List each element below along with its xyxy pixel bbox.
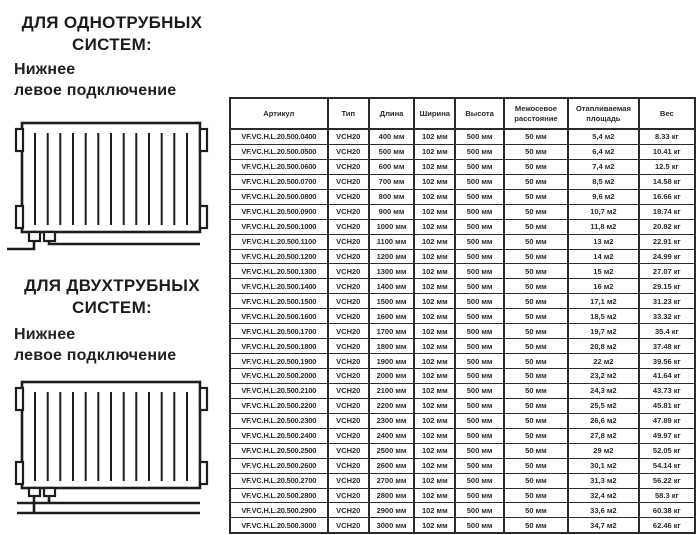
table-cell-length: 3000 мм [369,518,414,533]
table-cell-height: 500 мм [455,354,503,369]
table-cell-width: 102 мм [414,413,455,428]
table-cell-heated-area: 16 м2 [568,279,638,294]
table-cell-heated-area: 27,8 м2 [568,428,638,443]
table-cell-height: 500 мм [455,443,503,458]
table-header-row [230,98,695,129]
table-cell-article: VF.VC.H.L.20.500.1400 [230,279,328,294]
table-cell-width: 102 мм [414,159,455,174]
table-cell-article: VF.VC.H.L.20.500.1700 [230,324,328,339]
table-cell-heated-area: 9,6 м2 [568,189,638,204]
table-cell-type: VCH20 [328,413,369,428]
table-cell-heated-area: 15 м2 [568,264,638,279]
table-cell-length: 2800 мм [369,488,414,503]
table-cell-axle-distance: 50 мм [504,144,568,159]
table-cell-weight: 62.46 кг [639,518,695,533]
table-cell-weight: 56.22 кг [639,473,695,488]
table-row [230,174,695,189]
table-cell-weight: 29.15 кг [639,279,695,294]
table-cell-heated-area: 29 м2 [568,443,638,458]
table-cell-weight: 31.23 кг [639,294,695,309]
table-row [230,189,695,204]
table-row [230,413,695,428]
table-cell-type: VCH20 [328,443,369,458]
table-cell-heated-area: 11,8 м2 [568,219,638,234]
table-cell-width: 102 мм [414,174,455,189]
table-cell-heated-area: 31,3 м2 [568,473,638,488]
table-cell-type: VCH20 [328,144,369,159]
table-cell-weight: 58.3 кг [639,488,695,503]
table-cell-article: VF.VC.H.L.20.500.3000 [230,518,328,533]
table-cell-weight: 33.32 кг [639,309,695,324]
column-header-weight: Вес [639,98,695,129]
table-cell-axle-distance: 50 мм [504,413,568,428]
table-cell-type: VCH20 [328,473,369,488]
table-cell-article: VF.VC.H.L.20.500.2700 [230,473,328,488]
table-row [230,324,695,339]
table-cell-axle-distance: 50 мм [504,369,568,384]
table-cell-length: 1900 мм [369,354,414,369]
table-row [230,354,695,369]
table-cell-weight: 43.73 кг [639,383,695,398]
table-cell-heated-area: 7,4 м2 [568,159,638,174]
table-row [230,309,695,324]
subtitle-line: Нижнее [14,61,76,78]
column-header-width: Ширина [414,98,455,129]
table-cell-article: VF.VC.H.L.20.500.1500 [230,294,328,309]
table-cell-type: VCH20 [328,503,369,518]
table-cell-width: 102 мм [414,354,455,369]
table-cell-type: VCH20 [328,488,369,503]
table-cell-width: 102 мм [414,324,455,339]
table-cell-length: 1300 мм [369,264,414,279]
table-cell-type: VCH20 [328,264,369,279]
table-cell-length: 1100 мм [369,234,414,249]
table-cell-width: 102 мм [414,249,455,264]
table-cell-article: VF.VC.H.L.20.500.0500 [230,144,328,159]
table-cell-axle-distance: 50 мм [504,503,568,518]
table-cell-width: 102 мм [414,383,455,398]
table-cell-height: 500 мм [455,369,503,384]
table-cell-type: VCH20 [328,189,369,204]
table-cell-height: 500 мм [455,234,503,249]
table-cell-height: 500 мм [455,503,503,518]
column-header-heated-area: Отапливаемая площадь [568,98,638,129]
table-cell-heated-area: 10,7 м2 [568,204,638,219]
table-cell-type: VCH20 [328,234,369,249]
connection-label-two-pipe [14,325,176,367]
connection-label-single-pipe [14,60,176,102]
table-cell-length: 2500 мм [369,443,414,458]
table-cell-width: 102 мм [414,488,455,503]
table-row [230,219,695,234]
table-cell-width: 102 мм [414,129,455,144]
table-cell-type: VCH20 [328,369,369,384]
column-header-type: Тип [328,98,369,129]
subtitle-line: Нижнее [14,326,76,343]
table-cell-heated-area: 30,1 м2 [568,458,638,473]
table-cell-weight: 60.38 кг [639,503,695,518]
table-cell-axle-distance: 50 мм [504,264,568,279]
table-cell-type: VCH20 [328,458,369,473]
table-cell-axle-distance: 50 мм [504,204,568,219]
table-cell-length: 2000 мм [369,369,414,384]
title-line: ДЛЯ ДВУХТРУБНЫХ [24,276,200,295]
subtitle-line: левое подключение [14,346,177,364]
table-cell-length: 1500 мм [369,294,414,309]
table-cell-axle-distance: 50 мм [504,219,568,234]
table-cell-heated-area: 18,5 м2 [568,309,638,324]
table-cell-height: 500 мм [455,413,503,428]
table-cell-length: 2700 мм [369,473,414,488]
table-cell-heated-area: 33,6 м2 [568,503,638,518]
table-cell-article: VF.VC.H.L.20.500.0400 [230,129,328,144]
table-cell-width: 102 мм [414,294,455,309]
table-cell-width: 102 мм [414,473,455,488]
table-cell-axle-distance: 50 мм [504,174,568,189]
table-cell-weight: 16.66 кг [639,189,695,204]
table-cell-article: VF.VC.H.L.20.500.2600 [230,458,328,473]
table-cell-height: 500 мм [455,204,503,219]
table-cell-type: VCH20 [328,204,369,219]
table-cell-axle-distance: 50 мм [504,488,568,503]
table-cell-heated-area: 6,4 м2 [568,144,638,159]
table-row [230,473,695,488]
table-cell-axle-distance: 50 мм [504,443,568,458]
table-cell-length: 700 мм [369,174,414,189]
table-row [230,204,695,219]
table-row [230,144,695,159]
table-cell-weight: 10.41 кг [639,144,695,159]
table-row [230,129,695,144]
table-cell-heated-area: 8,5 м2 [568,174,638,189]
table-cell-type: VCH20 [328,339,369,354]
table-cell-width: 102 мм [414,234,455,249]
table-cell-height: 500 мм [455,279,503,294]
table-cell-type: VCH20 [328,174,369,189]
table-cell-article: VF.VC.H.L.20.500.1300 [230,264,328,279]
title-line: СИСТЕМ: [72,298,152,318]
table-cell-height: 500 мм [455,159,503,174]
table-cell-weight: 37.48 кг [639,339,695,354]
table-cell-axle-distance: 50 мм [504,279,568,294]
table-cell-height: 500 мм [455,383,503,398]
table-cell-type: VCH20 [328,279,369,294]
radiator-spec-table [229,97,696,534]
table-cell-weight: 39.56 кг [639,354,695,369]
table-cell-weight: 20.82 кг [639,219,695,234]
table-cell-axle-distance: 50 мм [504,309,568,324]
table-cell-article: VF.VC.H.L.20.500.2400 [230,428,328,443]
table-cell-axle-distance: 50 мм [504,189,568,204]
table-cell-weight: 14.58 кг [639,174,695,189]
table-cell-width: 102 мм [414,369,455,384]
table-cell-article: VF.VC.H.L.20.500.2100 [230,383,328,398]
table-cell-heated-area: 26,6 м2 [568,413,638,428]
table-cell-type: VCH20 [328,354,369,369]
table-cell-type: VCH20 [328,249,369,264]
table-cell-width: 102 мм [414,144,455,159]
table-cell-weight: 52.05 кг [639,443,695,458]
table-cell-height: 500 мм [455,174,503,189]
table-row [230,458,695,473]
table-cell-type: VCH20 [328,309,369,324]
table-cell-height: 500 мм [455,339,503,354]
table-row [230,503,695,518]
table-cell-heated-area: 19,7 м2 [568,324,638,339]
table-cell-length: 1700 мм [369,324,414,339]
table-cell-type: VCH20 [328,129,369,144]
table-cell-axle-distance: 50 мм [504,518,568,533]
table-cell-length: 1400 мм [369,279,414,294]
title-line: ДЛЯ ОДНОТРУБНЫХ [21,13,203,32]
table-row [230,159,695,174]
table-cell-length: 600 мм [369,159,414,174]
table-cell-length: 1200 мм [369,249,414,264]
table-cell-width: 102 мм [414,339,455,354]
table-cell-length: 2600 мм [369,458,414,473]
table-cell-heated-area: 5,4 м2 [568,129,638,144]
table-cell-article: VF.VC.H.L.20.500.2900 [230,503,328,518]
table-cell-weight: 18.74 кг [639,204,695,219]
radiator-single-pipe-diagram-icon [5,113,220,253]
table-cell-heated-area: 32,4 м2 [568,488,638,503]
column-header-height: Высота [455,98,503,129]
section-title-two-pipe [4,275,220,320]
table-cell-width: 102 мм [414,458,455,473]
table-cell-width: 102 мм [414,398,455,413]
table-cell-weight: 27.07 кг [639,264,695,279]
table-row [230,488,695,503]
table-cell-type: VCH20 [328,324,369,339]
table-cell-type: VCH20 [328,294,369,309]
table-cell-weight: 47.89 кг [639,413,695,428]
table-cell-article: VF.VC.H.L.20.500.1100 [230,234,328,249]
table-cell-length: 1600 мм [369,309,414,324]
table-cell-width: 102 мм [414,309,455,324]
table-cell-height: 500 мм [455,488,503,503]
column-header-length: Длина [369,98,414,129]
table-cell-type: VCH20 [328,428,369,443]
table-cell-length: 500 мм [369,144,414,159]
table-cell-heated-area: 17,1 м2 [568,294,638,309]
table-cell-height: 500 мм [455,428,503,443]
table-cell-axle-distance: 50 мм [504,428,568,443]
table-cell-axle-distance: 50 мм [504,234,568,249]
table-cell-article: VF.VC.H.L.20.500.1600 [230,309,328,324]
table-row [230,369,695,384]
table-cell-width: 102 мм [414,428,455,443]
table-cell-axle-distance: 50 мм [504,129,568,144]
table-cell-weight: 24.99 кг [639,249,695,264]
table-cell-height: 500 мм [455,249,503,264]
table-cell-article: VF.VC.H.L.20.500.0900 [230,204,328,219]
title-line: СИСТЕМ: [72,35,152,55]
table-cell-length: 2900 мм [369,503,414,518]
table-cell-height: 500 мм [455,473,503,488]
table-row [230,383,695,398]
table-cell-height: 500 мм [455,398,503,413]
table-cell-heated-area: 13 м2 [568,234,638,249]
table-cell-type: VCH20 [328,383,369,398]
table-cell-width: 102 мм [414,503,455,518]
table-cell-height: 500 мм [455,324,503,339]
table-cell-axle-distance: 50 мм [504,159,568,174]
table-cell-axle-distance: 50 мм [504,324,568,339]
table-cell-width: 102 мм [414,443,455,458]
table-cell-article: VF.VC.H.L.20.500.2800 [230,488,328,503]
table-cell-height: 500 мм [455,518,503,533]
table-cell-article: VF.VC.H.L.20.500.0600 [230,159,328,174]
table-cell-axle-distance: 50 мм [504,398,568,413]
table-cell-article: VF.VC.H.L.20.500.1200 [230,249,328,264]
table-cell-article: VF.VC.H.L.20.500.2000 [230,369,328,384]
column-header-axle-distance: Межосевое расстояние [504,98,568,129]
table-row [230,234,695,249]
table-cell-length: 900 мм [369,204,414,219]
table-cell-width: 102 мм [414,279,455,294]
table-row [230,249,695,264]
table-row [230,518,695,533]
table-row [230,264,695,279]
section-title-single-pipe [4,12,220,57]
table-cell-length: 2200 мм [369,398,414,413]
table-cell-weight: 54.14 кг [639,458,695,473]
column-header-article: Артикул [230,98,328,129]
table-cell-height: 500 мм [455,309,503,324]
table-cell-article: VF.VC.H.L.20.500.1800 [230,339,328,354]
table-cell-weight: 8.33 кг [639,129,695,144]
table-cell-height: 500 мм [455,129,503,144]
table-cell-article: VF.VC.H.L.20.500.1000 [230,219,328,234]
table-cell-height: 500 мм [455,458,503,473]
table-cell-width: 102 мм [414,264,455,279]
table-cell-weight: 49.97 кг [639,428,695,443]
table-cell-length: 1000 мм [369,219,414,234]
table-cell-article: VF.VC.H.L.20.500.0700 [230,174,328,189]
table-row [230,294,695,309]
table-cell-weight: 12.5 кг [639,159,695,174]
table-cell-length: 800 мм [369,189,414,204]
radiator-two-pipe-diagram-icon [5,372,220,520]
table-cell-height: 500 мм [455,294,503,309]
table-cell-weight: 35.4 кг [639,324,695,339]
table-cell-heated-area: 20,8 м2 [568,339,638,354]
table-cell-heated-area: 23,2 м2 [568,369,638,384]
table-cell-heated-area: 34,7 м2 [568,518,638,533]
table-row [230,279,695,294]
table-cell-weight: 41.64 кг [639,369,695,384]
table-cell-type: VCH20 [328,219,369,234]
table-cell-width: 102 мм [414,189,455,204]
table-cell-type: VCH20 [328,159,369,174]
table-cell-axle-distance: 50 мм [504,354,568,369]
table-cell-axle-distance: 50 мм [504,383,568,398]
table-cell-length: 1800 мм [369,339,414,354]
table-cell-height: 500 мм [455,144,503,159]
table-cell-axle-distance: 50 мм [504,458,568,473]
table-cell-article: VF.VC.H.L.20.500.2200 [230,398,328,413]
table-cell-heated-area: 22 м2 [568,354,638,369]
table-cell-article: VF.VC.H.L.20.500.0800 [230,189,328,204]
table-cell-width: 102 мм [414,219,455,234]
table-cell-weight: 45.81 кг [639,398,695,413]
table-row [230,443,695,458]
table-cell-width: 102 мм [414,518,455,533]
table-cell-heated-area: 14 м2 [568,249,638,264]
table-cell-heated-area: 25,5 м2 [568,398,638,413]
table-cell-height: 500 мм [455,264,503,279]
table-cell-article: VF.VC.H.L.20.500.1900 [230,354,328,369]
table-cell-axle-distance: 50 мм [504,294,568,309]
subtitle-line: левое подключение [14,81,177,99]
table-cell-length: 2400 мм [369,428,414,443]
table-cell-width: 102 мм [414,204,455,219]
table-row [230,339,695,354]
table-cell-height: 500 мм [455,189,503,204]
table-cell-length: 400 мм [369,129,414,144]
table-cell-length: 2300 мм [369,413,414,428]
table-cell-heated-area: 24,3 м2 [568,383,638,398]
table-cell-axle-distance: 50 мм [504,339,568,354]
table-cell-article: VF.VC.H.L.20.500.2300 [230,413,328,428]
table-cell-axle-distance: 50 мм [504,249,568,264]
table-cell-height: 500 мм [455,219,503,234]
table-cell-type: VCH20 [328,518,369,533]
table-cell-weight: 22.91 кг [639,234,695,249]
table-row [230,428,695,443]
table-cell-type: VCH20 [328,398,369,413]
table-cell-article: VF.VC.H.L.20.500.2500 [230,443,328,458]
table-cell-axle-distance: 50 мм [504,473,568,488]
table-row [230,398,695,413]
table-cell-length: 2100 мм [369,383,414,398]
